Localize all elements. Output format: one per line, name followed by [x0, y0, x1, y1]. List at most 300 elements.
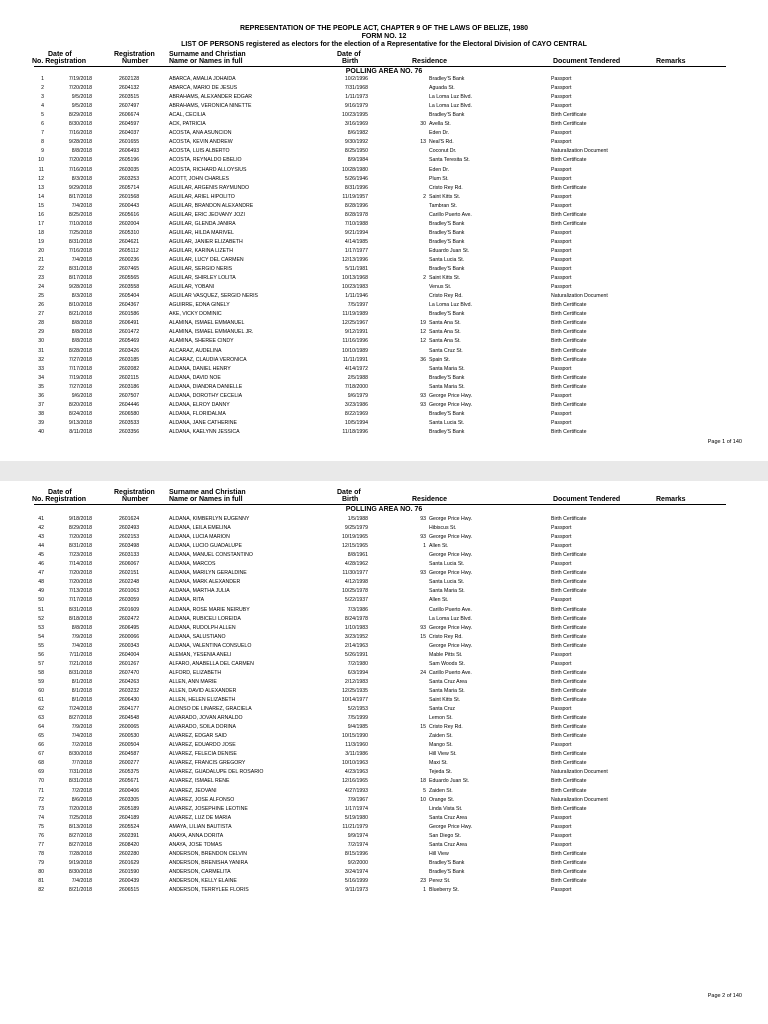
table-row: [0, 302, 768, 309]
registration-number: 2604548: [119, 715, 140, 722]
date-of-birth: 7/18/2000: [344, 383, 368, 390]
elector-name: AGUILAR, SHIRLEY LOLITA: [169, 275, 236, 282]
row-number: 56: [38, 651, 44, 658]
residence: Santa Maria St.: [429, 687, 465, 694]
residence: Allen St.: [429, 597, 449, 604]
row-number: 4: [41, 103, 44, 110]
registration-number: 2602248: [119, 579, 140, 586]
row-number: 80: [38, 868, 44, 875]
row-number: 21: [38, 257, 44, 263]
registration-number: 2603185: [119, 356, 140, 363]
table-row: [0, 357, 768, 364]
col-date-of: Date of: [48, 51, 72, 58]
registration-number: 2602493: [119, 525, 140, 532]
row-number: 20: [38, 247, 44, 254]
house-number: 15: [420, 633, 426, 640]
row-number: 43: [38, 534, 44, 541]
registration-number: 2603558: [119, 284, 140, 291]
registration-date: 7/20/2018: [68, 157, 92, 164]
elector-name: AGUILAR, HILDA MARIVEL: [169, 229, 234, 236]
row-number: 32: [38, 356, 44, 363]
residence: Bradley'S Bank: [429, 428, 465, 435]
polling-area-heading: POLLING AREA NO. 76: [345, 506, 423, 513]
registration-number: 2603035: [119, 166, 140, 173]
elector-name: ACOSTA, LUIS ALBERTO: [169, 148, 230, 155]
date-of-birth: 2/14/1963: [344, 642, 368, 649]
table-row: [0, 221, 768, 228]
registration-number: 2605469: [119, 338, 140, 345]
table-row: [0, 597, 768, 604]
registration-date: 8/11/2018: [69, 428, 92, 435]
registration-number: 2602280: [119, 850, 140, 857]
date-of-birth: 5/26/1946: [344, 175, 368, 182]
table-row: [0, 157, 768, 164]
row-number: 69: [38, 769, 44, 776]
elector-name: ALAMINA, ISMAEL EMMANUEL: [169, 320, 245, 327]
residence: George Price Hwy.: [429, 570, 473, 577]
document-tendered: Birth Certificate: [551, 112, 587, 119]
elector-name: ALAMINA, SHEREE CINDY: [169, 338, 234, 345]
date-of-birth: 5/19/1980: [344, 814, 368, 821]
residence: Santa Ana St.: [429, 338, 461, 345]
table-row: [0, 525, 768, 532]
row-number: 42: [38, 525, 44, 532]
date-of-birth: 7/5/1999: [347, 715, 368, 722]
registration-number: 2602004: [119, 220, 140, 227]
registration-date: 8/1/2018: [71, 697, 92, 703]
residence: Bradley'S Bank: [429, 410, 465, 417]
elector-name: ALEMAN, YESENIA ANELI: [169, 651, 232, 658]
registration-number: 2601063: [119, 588, 140, 595]
elector-name: ALDANA, MARILYN GERALDINE: [169, 570, 247, 577]
elector-name: ALVAREZ, EDUARDO JOSE: [169, 742, 236, 749]
document-tendered: Birth Certificate: [551, 320, 587, 327]
date-of-birth: 6/3/1994: [347, 669, 368, 676]
row-number: 25: [38, 293, 44, 300]
residence: George Price Hwy.: [429, 552, 473, 559]
row-number: 74: [38, 814, 44, 821]
residence: Bradley'S Bank: [429, 238, 465, 245]
table-row: [0, 212, 768, 219]
elector-name: ALDANA, FLORIDALMA: [169, 410, 226, 417]
elector-name: ALDANA, MARCOS: [169, 561, 216, 568]
registration-date: 8/3/2018: [71, 175, 92, 182]
table-row: [0, 348, 768, 355]
date-of-birth: 8/25/1950: [344, 148, 368, 155]
registration-number: 2603253: [119, 175, 140, 182]
row-number: 76: [38, 832, 44, 839]
document-tendered: Birth Certificate: [551, 516, 587, 522]
date-of-birth: 7/2/1980: [347, 660, 368, 667]
elector-name: ALLEN, DAVID ALEXANDER: [169, 687, 237, 694]
elector-name: ALDANA, LUCIA MARION: [169, 534, 230, 541]
registration-date: 8/8/2018: [71, 329, 92, 336]
document-tendered: Birth Certificate: [551, 760, 587, 767]
registration-number: 2602128: [119, 76, 140, 82]
registration-date: 9/13/2018: [68, 419, 92, 426]
elector-name: ALDANA, RITA: [169, 597, 205, 604]
registration-date: 7/25/2018: [68, 814, 92, 821]
registration-date: 8/29/2018: [68, 112, 92, 119]
house-number: 30: [420, 121, 426, 128]
row-number: 23: [38, 275, 44, 282]
date-of-birth: 8/24/1978: [344, 615, 368, 622]
registration-date: 7/16/2018: [68, 130, 92, 137]
date-of-birth: 10/23/1983: [342, 284, 368, 291]
house-number: 12: [420, 338, 426, 345]
elector-name: AGUILAR, ERIC JEOVANY JOZI: [169, 211, 245, 218]
registration-number: 2602391: [119, 832, 140, 839]
registration-date: 7/21/2018: [68, 660, 92, 667]
table-row: [0, 338, 768, 345]
form-number: FORM NO. 12: [361, 33, 407, 40]
residence: Saint Kitts St.: [429, 697, 461, 703]
table-row: [0, 679, 768, 686]
document-tendered: Birth Certificate: [551, 588, 587, 595]
registration-date: 7/2/2018: [71, 742, 92, 749]
document-tendered: Birth Certificate: [551, 157, 587, 164]
elector-name: ALDANA, LEILA EMELINA: [169, 525, 231, 532]
document-tendered: Birth Certificate: [551, 579, 587, 586]
table-row: [0, 751, 768, 758]
house-number: 93: [420, 570, 426, 577]
list-description: LIST OF PERSONS registered as electors for the election of a Representative for the Electoral Division of CAYO CENTRAL: [181, 41, 587, 48]
residence: Carillo Puerto Ave.: [429, 669, 472, 676]
elector-name: ALDANA, JANE CATHERINE: [169, 419, 237, 426]
document-tendered: Birth Certificate: [551, 805, 587, 812]
date-of-birth: 9/25/1979: [344, 525, 368, 532]
col-residence: Residence: [412, 58, 448, 65]
document-tendered: Birth Certificate: [551, 211, 587, 218]
residence: Bradley'S Bank: [429, 76, 465, 82]
registration-date: 7/27/2018: [68, 383, 92, 390]
registration-date: 7/4/2018: [71, 202, 92, 209]
table-row: [0, 320, 768, 327]
elector-name: ANDERSON, KELLY ELAINE: [169, 878, 237, 884]
col-date-of-birth: Date of: [337, 51, 361, 58]
registration-number: 2603059: [119, 597, 140, 604]
date-of-birth: 11/18/1996: [342, 428, 368, 435]
table-row: [0, 76, 768, 83]
date-of-birth: 9/4/1985: [347, 724, 368, 731]
registration-number: 2603356: [119, 428, 140, 435]
col-date-of: Date of: [48, 489, 72, 496]
date-of-birth: 8/22/1969: [344, 410, 368, 417]
registration-number: 2608420: [119, 841, 140, 848]
col-remarks: Remarks: [656, 58, 686, 65]
row-number: 75: [38, 823, 44, 830]
residence: Eden Dr.: [429, 166, 450, 173]
registration-number: 2603133: [119, 552, 140, 559]
residence: La Loma Luz Blvd.: [429, 302, 472, 309]
elector-name: ALCARAZ, AUDELINA: [169, 347, 222, 354]
date-of-birth: 12/13/1996: [342, 257, 368, 263]
elector-name: ALVAREZ, JOSEPHINE LEOTINE: [169, 805, 248, 812]
document-tendered: Passport: [551, 706, 572, 713]
elector-name: ALDANA, DAVID NOE: [169, 374, 221, 381]
document-tendered: Birth Certificate: [551, 850, 587, 857]
residence: Cristo Rey Rd.: [429, 184, 463, 191]
residence: Santa Ana St.: [429, 320, 461, 327]
document-tendered: Birth Certificate: [551, 552, 587, 559]
table-row: [0, 230, 768, 237]
document-tendered: Birth Certificate: [551, 606, 587, 613]
registration-date: 7/17/2018: [68, 365, 92, 372]
document-tendered: Naturalization Document: [551, 148, 608, 155]
elector-name: AGUILAR, ARIEL HIPOLITO: [169, 193, 235, 200]
date-of-birth: 9/21/1994: [344, 229, 368, 236]
registration-date: 8/21/2018: [68, 887, 92, 894]
residence: Zaiden St.: [429, 733, 453, 740]
elector-name: AGUILAR VASQUEZ, SERGIO NERIS: [169, 293, 258, 300]
row-number: 7: [41, 130, 44, 137]
date-of-birth: 5/2/1953: [347, 706, 368, 713]
table-row: [0, 284, 768, 291]
registration-date: 8/8/2018: [71, 624, 92, 631]
residence: George Price Hwy.: [429, 534, 473, 541]
residence: Perez St.: [429, 878, 451, 884]
page-gap: [0, 461, 768, 481]
col-residence: Residence: [412, 496, 448, 503]
table-row: [0, 94, 768, 101]
residence: La Loma Luz Blvd.: [429, 103, 472, 110]
date-of-birth: 10/19/1965: [342, 534, 368, 541]
col-number: Number: [122, 496, 149, 503]
date-of-birth: 7/2/1974: [347, 841, 368, 848]
date-of-birth: 4/27/1993: [344, 787, 368, 794]
document-tendered: Passport: [551, 275, 572, 282]
document-tendered: Birth Certificate: [551, 751, 587, 758]
row-number: 57: [38, 660, 44, 667]
row-number: 29: [38, 329, 44, 336]
registration-date: 7/20/2018: [68, 805, 92, 812]
row-number: 44: [38, 543, 44, 550]
table-row: [0, 815, 768, 822]
elector-name: AGUILAR, KARINA LIZETH: [169, 247, 233, 254]
document-tendered: Passport: [551, 534, 572, 541]
date-of-birth: 11/3/1960: [345, 742, 368, 749]
date-of-birth: 10/10/1989: [342, 347, 368, 354]
document-page-1: [0, 0, 768, 461]
residence: Sam Woods St.: [429, 660, 465, 667]
house-number: 93: [420, 516, 426, 522]
registration-date: 7/2/2018: [71, 787, 92, 794]
registration-number: 2605714: [119, 184, 140, 191]
registration-number: 2600406: [119, 787, 140, 794]
registration-number: 2600277: [119, 760, 140, 767]
residence: Bradley'S Bank: [429, 859, 465, 866]
house-number: 36: [420, 356, 426, 363]
table-row: [0, 788, 768, 795]
row-number: 13: [38, 184, 44, 191]
table-row: [0, 85, 768, 92]
row-number: 70: [38, 778, 44, 785]
registration-date: 7/4/2018: [71, 733, 92, 740]
elector-name: ALDANA, RUDOLPH ALLEN: [169, 624, 236, 631]
elector-name: ALLEN, ANN MARIE: [169, 678, 217, 685]
residence: Carillo Puerto Ave.: [429, 606, 472, 613]
row-number: 78: [38, 850, 44, 857]
row-number: 37: [38, 401, 44, 408]
document-tendered: Passport: [551, 85, 572, 92]
date-of-birth: 8/15/1996: [344, 850, 368, 857]
row-number: 22: [38, 266, 44, 273]
house-number: 15: [420, 724, 426, 731]
date-of-birth: 5/16/1999: [344, 878, 368, 884]
date-of-birth: 4/14/1972: [344, 365, 368, 372]
residence: Saint Kitts St.: [429, 275, 461, 282]
registration-number: 2602115: [119, 374, 139, 381]
registration-number: 2605404: [119, 293, 140, 300]
col-no-registration: No. Registration: [32, 496, 87, 503]
registration-number: 2600066: [119, 633, 140, 640]
row-number: 73: [38, 805, 44, 812]
document-tendered: Birth Certificate: [551, 624, 587, 631]
residence: Allen St.: [429, 543, 449, 550]
registration-date: 7/10/2018: [68, 220, 92, 227]
elector-name: ALLEN, HELEN ELIZABETH: [169, 697, 236, 703]
table-row: [0, 570, 768, 577]
row-number: 14: [38, 193, 44, 200]
residence: Bradley'S Bank: [429, 266, 465, 273]
registration-number: 2605196: [119, 157, 140, 164]
document-tendered: Birth Certificate: [551, 697, 587, 703]
registration-date: 7/16/2018: [68, 247, 92, 254]
date-of-birth: 8/9/1984: [347, 157, 368, 164]
registration-number: 2606491: [119, 320, 140, 327]
table-row: [0, 643, 768, 650]
registration-date: 7/20/2018: [68, 534, 92, 541]
elector-name: ALVAREZ, ISMAEL RENE: [169, 778, 230, 785]
elector-name: ALVAREZ, LUZ DE MARIA: [169, 814, 232, 821]
elector-name: ACOSTA, RICHARD ALLOYSIUS: [169, 166, 247, 173]
date-of-birth: 9/6/1979: [347, 392, 368, 399]
table-row: [0, 760, 768, 767]
table-row: [0, 652, 768, 659]
document-tendered: Birth Certificate: [551, 778, 587, 785]
date-of-birth: 12/25/1935: [342, 687, 368, 694]
residence: Tambran St.: [429, 202, 457, 209]
document-tendered: Birth Certificate: [551, 868, 587, 875]
elector-name: ALDANA, VALENTINA CONSUELO: [169, 642, 252, 649]
registration-number: 2601624: [119, 516, 140, 522]
document-tendered: Passport: [551, 410, 572, 417]
table-row: [0, 130, 768, 137]
document-tendered: Birth Certificate: [551, 633, 587, 640]
registration-number: 2604446: [119, 401, 140, 408]
table-row: [0, 311, 768, 318]
date-of-birth: 7/10/1988: [344, 220, 368, 227]
registration-number: 2606495: [119, 624, 140, 631]
document-tendered: Passport: [551, 238, 572, 245]
registration-number: 2604189: [119, 814, 140, 821]
row-number: 11: [38, 166, 44, 173]
table-row: [0, 688, 768, 695]
document-tendered: Birth Certificate: [551, 642, 587, 649]
registration-date: 7/20/2018: [68, 85, 92, 92]
house-number: 1: [423, 543, 426, 550]
residence: Santa Lucia St.: [429, 561, 465, 568]
elector-name: ALVAREZ, FRANCIS GREGORY: [169, 760, 246, 767]
registration-date: 7/28/2018: [68, 850, 92, 857]
document-tendered: Passport: [551, 392, 572, 399]
residence: George Price Hwy.: [429, 642, 473, 649]
registration-date: 8/17/2018: [68, 275, 92, 282]
row-number: 19: [38, 238, 44, 245]
document-tendered: Passport: [551, 543, 572, 550]
date-of-birth: 1/11/1946: [345, 293, 368, 300]
registration-number: 2604367: [119, 302, 140, 309]
document-tendered: Passport: [551, 597, 572, 604]
date-of-birth: 8/28/1978: [344, 211, 368, 218]
table-row: [0, 733, 768, 740]
registration-number: 2605524: [119, 823, 140, 830]
date-of-birth: 9/16/1979: [344, 103, 368, 110]
registration-number: 2604597: [119, 121, 140, 128]
residence: Hill View: [429, 850, 449, 857]
date-of-birth: 8/8/1961: [347, 552, 368, 559]
document-tendered: Birth Certificate: [551, 878, 587, 884]
elector-name: ALDANA, MARK ALEXANDER: [169, 579, 241, 586]
document-tendered: Birth Certificate: [551, 302, 587, 309]
registration-date: 9/5/2018: [71, 94, 92, 101]
row-number: 28: [38, 320, 44, 327]
registration-number: 2600236: [119, 257, 140, 263]
col-name-full: Name or Names in full: [169, 58, 243, 65]
row-number: 66: [38, 742, 44, 749]
residence: Eden Dr.: [429, 130, 450, 137]
page-number: Page 2 of 140: [707, 993, 742, 999]
elector-name: ALDANA, RUBICELI LOREIDA: [169, 615, 241, 622]
house-number: 2: [423, 193, 426, 200]
document-tendered: Passport: [551, 525, 572, 532]
table-row: [0, 203, 768, 210]
residence: Avella St.: [429, 121, 451, 128]
date-of-birth: 3/11/1986: [345, 751, 368, 758]
date-of-birth: 12/25/1967: [342, 320, 368, 327]
registration-date: 9/19/2018: [68, 859, 92, 866]
row-number: 62: [38, 706, 44, 713]
document-tendered: Birth Certificate: [551, 347, 587, 354]
col-document-tendered: Document Tendered: [553, 496, 621, 503]
col-registration: Registration: [114, 51, 155, 58]
registration-date: 7/4/2018: [71, 642, 92, 649]
table-row: [0, 552, 768, 559]
document-tendered: Birth Certificate: [551, 787, 587, 794]
elector-name: AGUILAR, BRANDON ALEXANDRE: [169, 202, 254, 209]
date-of-birth: 5/22/1937: [344, 597, 368, 604]
elector-name: AGUILAR, SERGIO NERIS: [169, 266, 233, 273]
row-number: 15: [38, 202, 44, 209]
registration-date: 8/6/2018: [71, 796, 92, 803]
date-of-birth: 11/30/1977: [342, 570, 368, 577]
table-row: [0, 887, 768, 894]
residence: Santa Lucia St.: [429, 579, 465, 586]
elector-name: AGUILAR, GLENDA JANIRA: [169, 220, 236, 227]
date-of-birth: 9/2/2000: [347, 859, 368, 866]
document-tendered: Passport: [551, 166, 572, 173]
registration-date: 8/10/2018: [68, 302, 92, 309]
row-number: 64: [38, 724, 44, 731]
registration-date: 7/31/2018: [68, 769, 92, 776]
house-number: 1: [423, 887, 426, 894]
registration-number: 2601590: [119, 868, 140, 875]
registration-date: 8/13/2018: [68, 823, 92, 830]
row-number: 34: [38, 374, 44, 381]
registration-number: 2605671: [119, 778, 140, 785]
date-of-birth: 1/10/1983: [344, 624, 368, 631]
registration-number: 2606430: [119, 697, 140, 703]
